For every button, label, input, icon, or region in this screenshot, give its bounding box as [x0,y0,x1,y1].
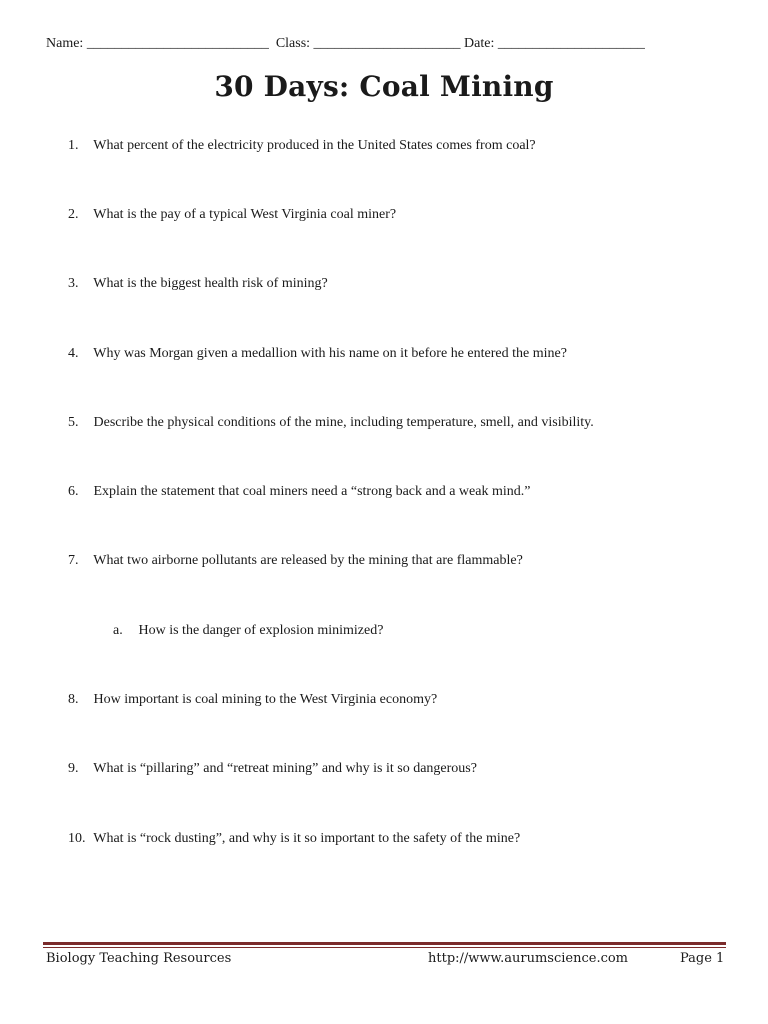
question-7a [113,623,383,639]
question-6 [68,484,530,500]
question-number: a. [113,623,123,638]
question-text: What is “pillaring” and “retreat mining” and why is it so dangerous? [93,761,477,776]
header-line: Name: __________________________ Class: _____________________ Date: _____________________ [46,36,645,51]
question-text: What is “rock dusting”, and why is it so important to the safety of the mine? [93,831,521,846]
question-text: How is the danger of explosion minimized? [138,623,384,638]
question-number: 6. [68,484,79,499]
question-2 [68,207,396,223]
question-number: 7. [68,553,79,568]
question-10 [68,831,520,847]
question-number: 5. [68,415,79,430]
page-number: Page 1 [680,951,725,966]
question-1 [68,138,536,154]
question-number: 10. [68,831,86,846]
question-text: What two airborne pollutants are released by the mining that are flammable? [93,553,523,568]
question-7 [68,553,523,569]
footer-url: http://www.aurumscience.com [428,951,629,966]
question-4 [68,346,567,362]
footer-left: Biology Teaching Resources [46,951,232,966]
question-text: What is the biggest health risk of mining? [93,276,328,291]
question-text: What is the pay of a typical West Virginia coal miner? [93,207,397,222]
question-text: Explain the statement that coal miners need a “strong back and a weak mind.” [93,484,531,499]
question-number: 2. [68,207,79,222]
question-number: 1. [68,138,79,153]
question-5 [68,415,594,431]
question-9 [68,761,477,777]
question-text: How important is coal mining to the West Virginia economy? [93,692,438,707]
question-number: 3. [68,276,79,291]
page-title: 30 Days: Coal Mining [214,70,554,103]
question-8 [68,692,437,708]
question-number: 9. [68,761,79,776]
question-text: What percent of the electricity produced in the United States comes from coal? [93,138,536,153]
footer-divider-thin [43,947,726,948]
question-text: Describe the physical conditions of the mine, including temperature, smell, and visibility. [93,415,594,430]
footer-divider [43,942,726,945]
question-text: Why was Morgan given a medallion with his name on it before he entered the mine? [93,346,567,361]
question-3 [68,276,328,292]
question-number: 8. [68,692,79,707]
question-number: 4. [68,346,79,361]
